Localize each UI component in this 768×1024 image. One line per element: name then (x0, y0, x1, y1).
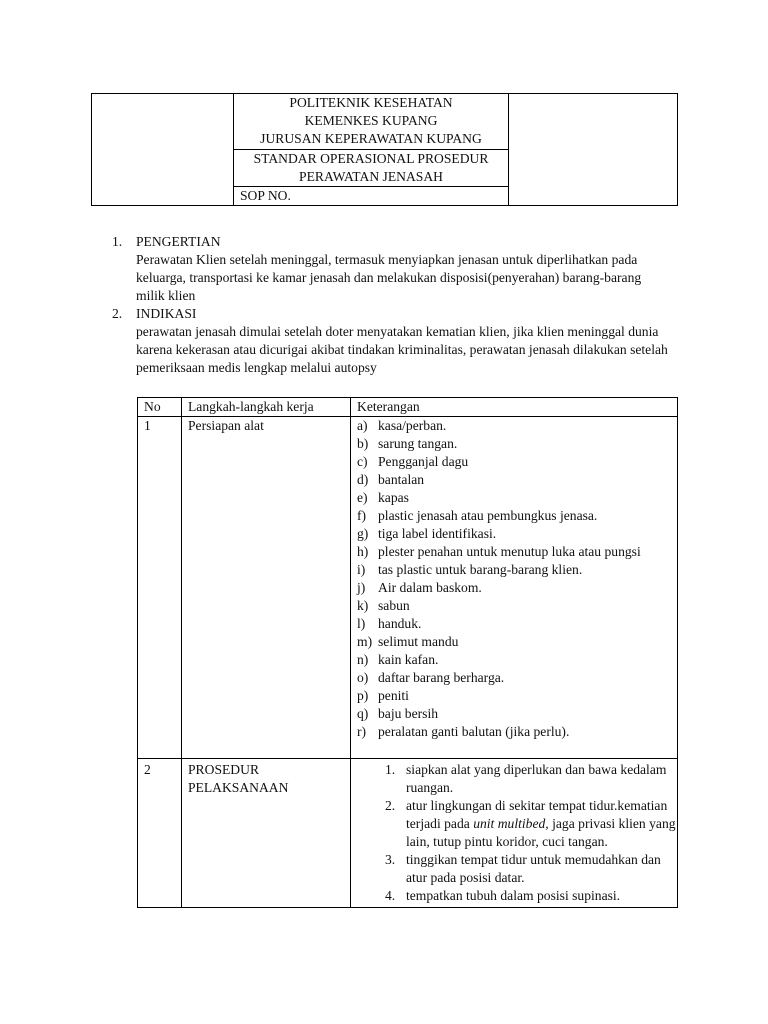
institution-line: KEMENKES KUPANG (304, 113, 438, 128)
list-item (357, 543, 677, 561)
item-text: Pengganjal dagu (378, 454, 469, 469)
item-marker: b) (357, 436, 369, 451)
list-item (357, 435, 677, 453)
institution-cell (234, 94, 509, 150)
item-text: baju bersih (378, 706, 439, 721)
table-row (138, 417, 678, 759)
procedure-steps (357, 761, 677, 905)
list-item (357, 489, 677, 507)
item-marker: e) (357, 490, 368, 505)
column-header: No (138, 398, 182, 417)
item-text: kain kafan. (378, 652, 439, 667)
step-text: tinggikan tempat tidur untuk memudahkan dan atur pada posisi datar. (406, 852, 661, 885)
item-marker: k) (357, 598, 369, 613)
section-title: INDIKASI (136, 306, 197, 321)
step-title-line: PROSEDUR (188, 762, 260, 777)
step-title-line: PELAKSANAAN (188, 780, 289, 795)
item-marker: n) (357, 652, 369, 667)
section-number: 2. (112, 306, 123, 321)
item-text: tiga label identifikasi. (378, 526, 497, 541)
item-marker: f) (357, 508, 367, 523)
list-item (385, 887, 677, 905)
item-marker: c) (357, 454, 368, 469)
list-item (357, 615, 677, 633)
list-item (357, 705, 677, 723)
sop-title-cell (234, 150, 509, 187)
item-text: sabun (378, 598, 410, 613)
list-item (385, 761, 677, 797)
step-text: tempatkan tubuh dalam posisi supinasi. (406, 888, 621, 903)
list-item (357, 723, 677, 741)
procedure-table (137, 397, 678, 908)
section-text: perawatan jenasah dimulai setelah doter menyatakan kematian klien, jika klien meninggal dunia karena kekerasan atau dicurigai akibat tindakan kriminalitas, perawatan jenasah dilakukan setelah pemeriksaan medis lengkap melalui autopsy (136, 324, 668, 375)
item-marker: m) (357, 634, 373, 649)
section-number: 1. (112, 234, 123, 249)
section-title: PENGERTIAN (136, 234, 221, 249)
section-text: Perawatan Klien setelah meninggal, termasuk menyiapkan jenasan untuk diperlihatkan pada keluarga, transportasi ke kamar jenasah dan melakukan disposisi(penyerahan) barang-barang milik klien (136, 252, 642, 303)
equipment-list (357, 417, 677, 741)
item-marker: o) (357, 670, 369, 685)
column-header: Langkah-langkah kerja (182, 398, 351, 417)
item-text: bantalan (378, 472, 425, 487)
item-marker: d) (357, 472, 369, 487)
item-text: daftar barang berharga. (378, 670, 505, 685)
list-item (357, 633, 677, 651)
sop-title-line: STANDAR OPERASIONAL PROSEDUR (253, 151, 489, 166)
step-text-italic: unit multibed, (473, 816, 549, 831)
institution-line: POLITEKNIK KESEHATAN (289, 95, 453, 110)
item-marker: h) (357, 544, 369, 559)
document-header (91, 93, 678, 206)
item-text: peniti (378, 688, 409, 703)
item-marker: q) (357, 706, 369, 721)
row-details (351, 417, 678, 759)
item-text: plester penahan untuk menutup luka atau pungsi (378, 544, 641, 559)
item-text: sarung tangan. (378, 436, 458, 451)
item-text: handuk. (378, 616, 422, 631)
list-item (385, 851, 677, 887)
row-number: 1 (138, 417, 182, 759)
item-text: peralatan ganti balutan (jika perlu). (378, 724, 570, 739)
item-marker: p) (357, 688, 369, 703)
step-text: jaga privasi klien yang lain, tutup pintu koridor, cuci tangan. (406, 816, 676, 849)
item-marker: j) (357, 580, 366, 595)
item-text: kasa/perban. (378, 418, 447, 433)
step-marker: 1. (385, 762, 396, 777)
item-marker: l) (357, 616, 366, 631)
step-marker: 2. (385, 798, 396, 813)
list-item (357, 579, 677, 597)
document-body (112, 233, 672, 377)
list-item (357, 453, 677, 471)
column-header: Keterangan (351, 398, 678, 417)
institution-line: JURUSAN KEPERAWATAN KUPANG (260, 131, 482, 146)
item-marker: g) (357, 526, 369, 541)
list-item (357, 561, 677, 579)
item-marker: a) (357, 418, 368, 433)
list-item (357, 507, 677, 525)
row-step: Persiapan alat (182, 417, 351, 759)
list-item (385, 797, 677, 851)
list-item (357, 471, 677, 489)
item-text: tas plastic untuk barang-barang klien. (378, 562, 583, 577)
item-text: Air dalam baskom. (378, 580, 482, 595)
table-header-row (138, 398, 678, 417)
list-item (357, 651, 677, 669)
row-number: 2 (138, 759, 182, 908)
table-row (138, 759, 678, 908)
section-heading (112, 305, 672, 323)
list-item (357, 597, 677, 615)
list-item (357, 669, 677, 687)
sop-title-line: PERAWATAN JENASAH (299, 169, 443, 184)
list-item (357, 525, 677, 543)
step-text: atur lingkungan di sekitar tempat tidur.kematian terjadi pada (406, 798, 668, 831)
list-item (357, 687, 677, 705)
item-marker: i) (357, 562, 366, 577)
logo-cell (92, 94, 234, 206)
row-step (182, 759, 351, 908)
row-details (351, 759, 678, 908)
step-marker: 4. (385, 888, 396, 903)
item-text: selimut mandu (378, 634, 459, 649)
item-marker: r) (357, 724, 367, 739)
step-text: siapkan alat yang diperlukan dan bawa kedalam ruangan. (406, 762, 667, 795)
list-item (357, 417, 677, 435)
section-heading (112, 233, 672, 251)
item-text: kapas (378, 490, 409, 505)
item-text: plastic jenasah atau pembungkus jenasa. (378, 508, 598, 523)
header-right-cell (509, 94, 678, 206)
step-marker: 3. (385, 852, 396, 867)
sop-number: SOP NO. (234, 187, 509, 206)
